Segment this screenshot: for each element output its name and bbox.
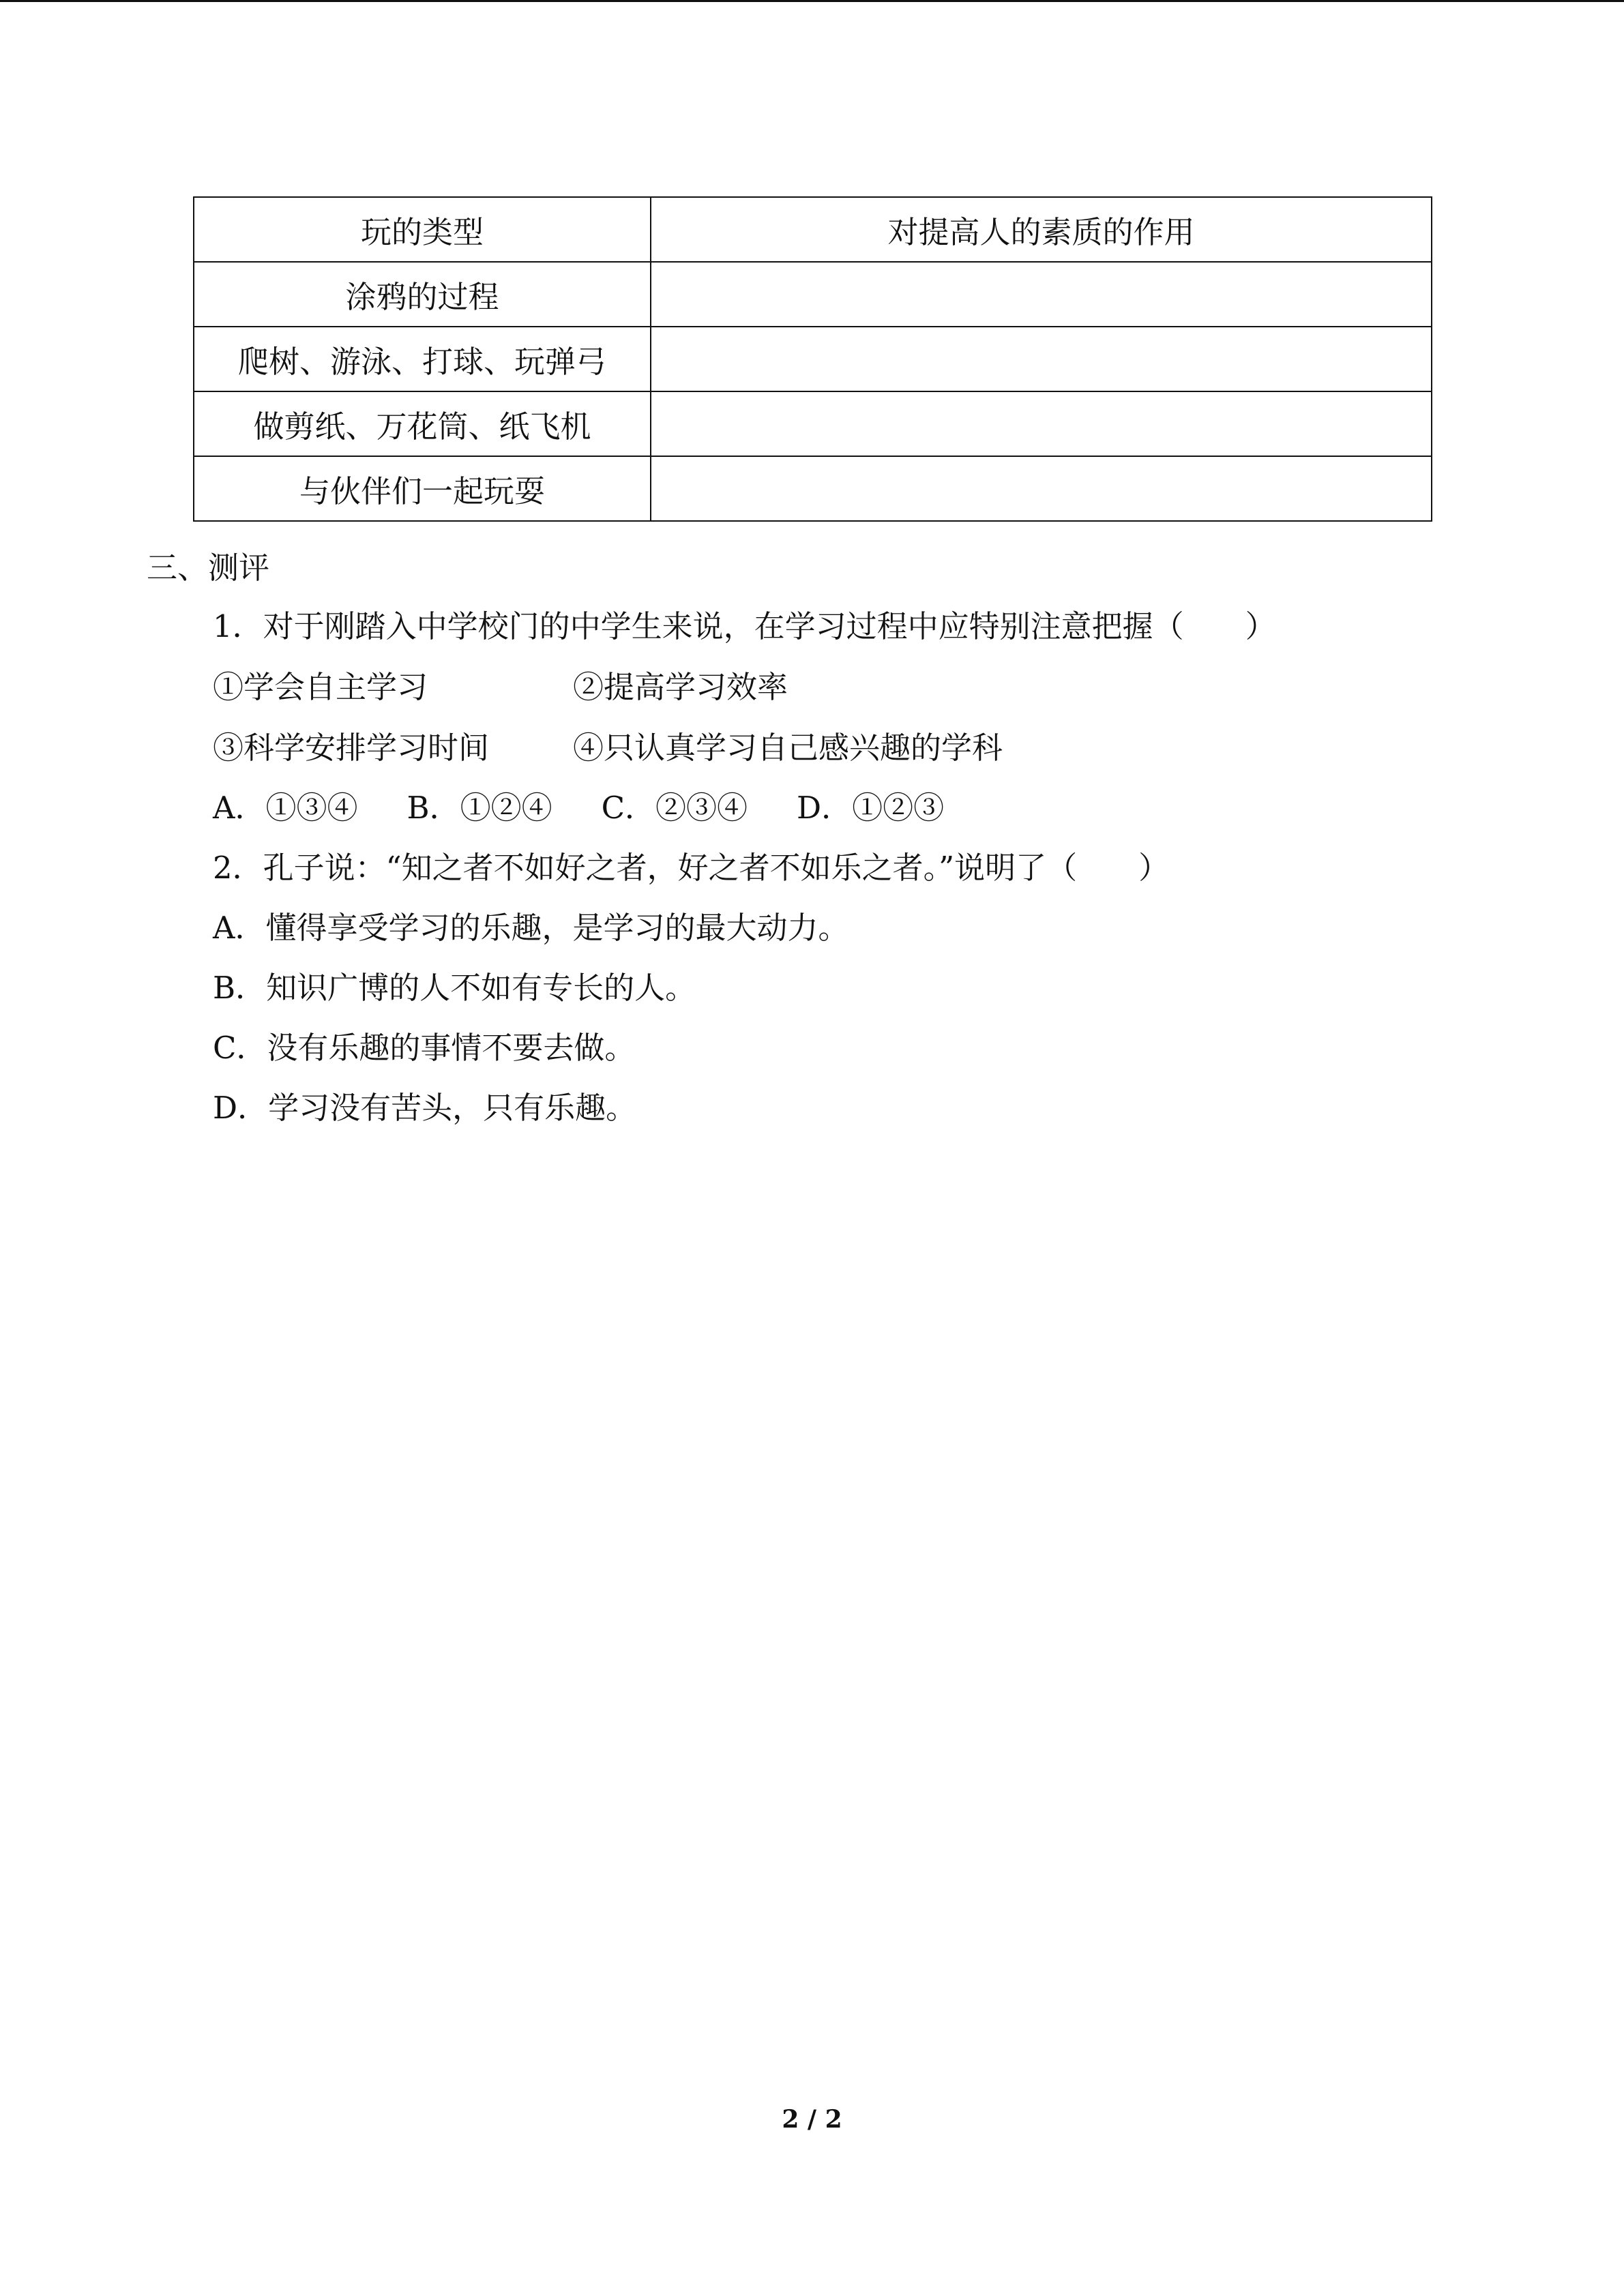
table-cell-effect — [651, 327, 1432, 391]
question-1-choices — [213, 786, 944, 831]
question-1-choice-d: D．①②③ — [797, 790, 945, 826]
question-2-option-a: A．懂得享受学习的乐趣，是学习的最大动力。 — [213, 910, 849, 946]
table-cell-effect — [651, 262, 1432, 327]
table-cell-type: 爬树、游泳、打球、玩弹弓 — [194, 327, 651, 391]
question-1-choice-c: C．②③④ — [601, 790, 748, 826]
question-1-item: ①学会自主学习 — [213, 669, 428, 705]
page-number: 2 / 2 — [782, 2105, 842, 2134]
question-1-items-row-2 — [213, 726, 1003, 771]
table-row — [194, 456, 1432, 521]
question-1-item: ④只认真学习自己感兴趣的学科 — [573, 730, 1003, 766]
question-2-stem: 2．孔子说：“知之者不如好之者，好之者不如乐之者。”说明了（ ） — [213, 850, 1170, 886]
table-cell-effect — [651, 456, 1432, 521]
table-header-play-type: 玩的类型 — [194, 197, 651, 262]
question-1-choice-b: B．①②④ — [407, 790, 552, 826]
table-cell-type: 做剪纸、万花筒、纸飞机 — [194, 391, 651, 456]
play-types-table — [193, 196, 1432, 522]
table-row — [194, 391, 1432, 456]
table-header-row — [194, 197, 1432, 262]
top-border-line — [0, 0, 1624, 2]
table-header-effect: 对提高人的素质的作用 — [651, 197, 1432, 262]
question-1-item: ②提高学习效率 — [573, 669, 788, 705]
table-row — [194, 327, 1432, 391]
question-1-items-row-1 — [213, 665, 788, 710]
question-1-choice-a: A．①③④ — [213, 790, 358, 826]
table-cell-effect — [651, 391, 1432, 456]
question-2-option-b: B．知识广博的人不如有专长的人。 — [213, 970, 696, 1006]
table-row — [194, 262, 1432, 327]
question-2-option-c: C．没有乐趣的事情不要去做。 — [213, 1030, 636, 1066]
question-1-stem: 1．对于刚踏入中学校门的中学生来说，在学习过程中应特别注意把握（ ） — [213, 608, 1276, 644]
question-1-item: ③科学安排学习时间 — [213, 730, 490, 766]
question-2-option-d: D．学习没有苦头，只有乐趣。 — [213, 1090, 637, 1126]
table-cell-type: 与伙伴们一起玩耍 — [194, 456, 651, 521]
table-cell-type: 涂鸦的过程 — [194, 262, 651, 327]
section-title-evaluation: 三、测评 — [147, 550, 270, 586]
